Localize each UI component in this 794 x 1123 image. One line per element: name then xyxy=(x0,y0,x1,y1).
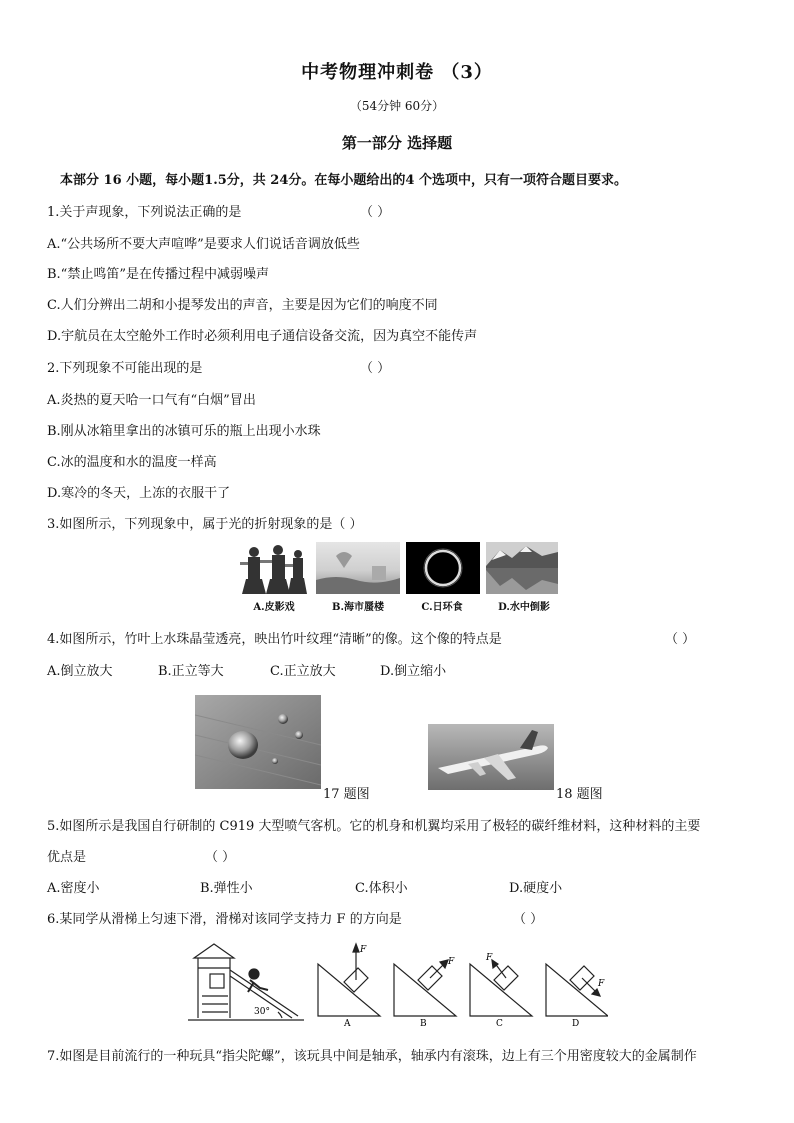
q5-option-d: D.硬度小 xyxy=(509,881,563,896)
force-label-c: F xyxy=(486,953,493,963)
q4-option-d: D.倒立缩小 xyxy=(380,664,447,679)
section-heading: 第一部分 选择题 xyxy=(341,134,453,152)
choice-label-d: D xyxy=(572,1019,580,1028)
shadow-play-image xyxy=(236,542,310,594)
q4-option-b: B.正立等大 xyxy=(158,664,224,679)
annular-eclipse-image xyxy=(406,542,480,594)
q3-stem: 3.如图所示，下列现象中，属于光的折射现象的是（ ） xyxy=(47,517,363,532)
c919-airplane-image xyxy=(428,724,554,790)
q3-caption-a: A.皮影戏 xyxy=(253,602,295,613)
q2-option-c: C.冰的温度和水的温度一样高 xyxy=(47,455,217,470)
q5-option-b: B.弹性小 xyxy=(200,881,253,896)
q2-answer-paren: （ ） xyxy=(360,361,391,376)
q4-option-c: C.正立放大 xyxy=(270,664,336,679)
q5-option-a: A.密度小 xyxy=(47,881,100,896)
q1-option-a: A.“公共场所不要大声喧哗”是要求人们说话音调放低些 xyxy=(47,237,360,252)
q4-option-a: A.倒立放大 xyxy=(47,664,113,679)
q2-option-b: B.刚从冰箱里拿出的冰镇可乐的瓶上出现小水珠 xyxy=(47,424,321,439)
q2-stem: 2.下列现象不可能出现的是 xyxy=(47,361,203,376)
force-label-a: F xyxy=(360,945,367,955)
force-label-b: F xyxy=(448,957,455,967)
q4-stem: 4.如图所示，竹叶上水珠晶莹透亮，映出竹叶纹理“清晰”的像。这个像的特点是 xyxy=(47,632,502,647)
q3-caption-c: C.日环食 xyxy=(421,602,463,613)
exam-title: 中考物理冲刺卷 （3） xyxy=(301,62,493,83)
q3-caption-d: D.水中倒影 xyxy=(498,602,550,613)
q6-stem: 6.某同学从滑梯上匀速下滑，滑梯对该同学支持力 F 的方向是 xyxy=(47,912,402,927)
mirage-image xyxy=(316,542,400,594)
q1-option-c: C.人们分辨出二胡和小提琴发出的声音，主要是因为它们的响度不同 xyxy=(47,298,438,313)
q5-stem-line2: 优点是 xyxy=(47,850,87,865)
q6-answer-paren: （ ） xyxy=(513,912,544,927)
exam-subtitle: （54分钟 60分） xyxy=(349,99,445,113)
q7-stem: 7.如图是目前流行的一种玩具“指尖陀螺”，该玩具中间是轴承，轴承内有滚珠，边上有三个用密度较大的金属制作 xyxy=(47,1049,697,1064)
q5-stem-line1: 5.如图所示是我国自行研制的 C919 大型喷气客机。它的机身和机翼均采用了极轻的碳纤维材料，这种材料的主要 xyxy=(47,819,701,834)
choice-label-c: C xyxy=(496,1019,503,1028)
q1-option-d: D.宇航员在太空舱外工作时必须利用电子通信设备交流，因为真空不能传声 xyxy=(47,329,478,344)
q3-caption-b: B.海市蜃楼 xyxy=(332,602,384,613)
q4-answer-paren: （ ） xyxy=(665,632,696,647)
choice-label-b: B xyxy=(420,1019,427,1028)
q1-stem: 1.关于声现象，下列说法正确的是 xyxy=(47,205,242,220)
water-drop-leaf-image xyxy=(195,695,321,789)
q1-option-b: B.“禁止鸣笛”是在传播过程中减弱噪声 xyxy=(47,267,269,282)
force-label-d: F xyxy=(598,979,605,989)
water-reflection-image xyxy=(486,542,558,594)
angle-label: 30° xyxy=(254,1007,270,1017)
q2-option-a: A.炎热的夏天哈一口气有“白烟”冒出 xyxy=(47,393,256,408)
q2-option-d: D.寒冷的冬天，上冻的衣服干了 xyxy=(47,486,231,501)
q5-option-c: C.体积小 xyxy=(355,881,408,896)
q5-answer-paren: （ ） xyxy=(205,850,236,865)
choice-label-a: A xyxy=(344,1019,351,1028)
slide-force-diagram xyxy=(188,940,608,1028)
section-instructions: 本部分 16 小题，每小题1.5分，共 24分。在每小题给出的4 个选项中，只有一项符合题目要求。 xyxy=(60,173,627,188)
q1-answer-paren: （ ） xyxy=(360,205,391,220)
figure-18-label: 18 题图 xyxy=(556,787,603,802)
figure-17-label: 17 题图 xyxy=(323,787,370,802)
